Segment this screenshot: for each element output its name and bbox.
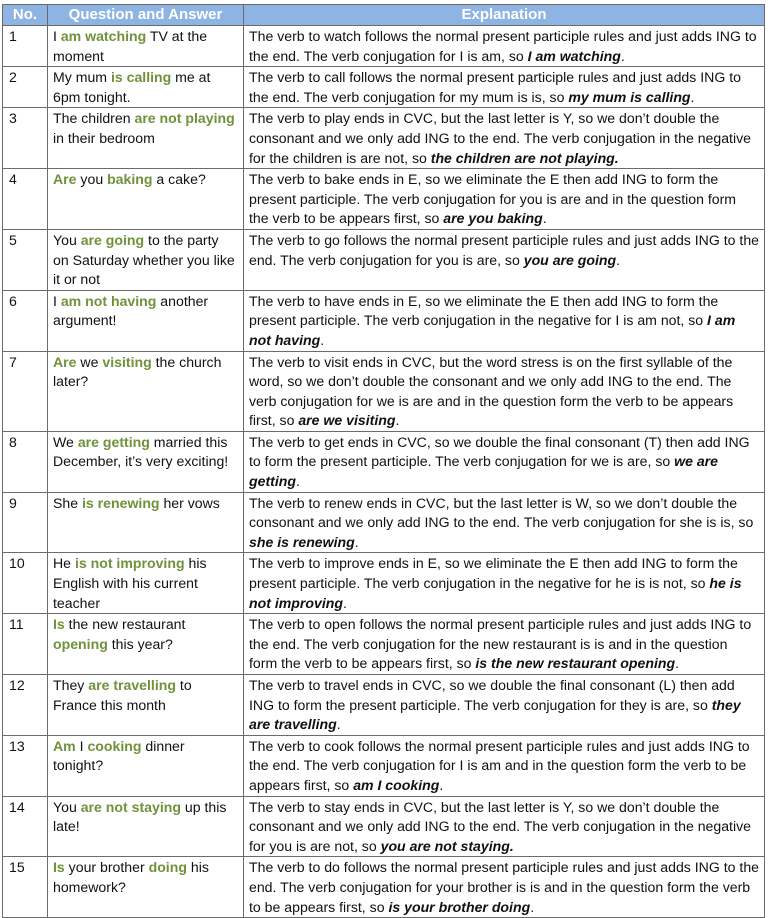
question-answer-cell <box>48 290 244 351</box>
explanation-text: . <box>342 594 347 611</box>
table-row <box>3 492 765 553</box>
explanation-text: The verb to play ends in CVC, but the last letter is Y, so we don’t double the consonant and we only add ING to the end. The verb conjugation in the negative for the children is are not, so <box>249 110 751 166</box>
explanation-text: The verb to renew ends in CVC, but the last letter is W, so we don’t double the consonant and we only add ING to the end. The verb conjugation for she is is, so <box>249 494 754 531</box>
explanation-cell <box>244 735 765 796</box>
explanation-cell <box>244 169 765 230</box>
explanation-text: . <box>690 88 695 105</box>
table-body <box>3 26 765 918</box>
answer-phrase: are you baking <box>443 210 543 227</box>
explanation-cell <box>244 857 765 918</box>
question-answer-cell <box>48 796 244 857</box>
question-answer-cell <box>48 735 244 796</box>
row-number: 11 <box>3 614 48 675</box>
explanation-cell <box>244 290 765 351</box>
answer-phrase: we are getting <box>249 453 719 490</box>
question-text: to France this month <box>53 677 192 713</box>
question-answer-cell <box>48 108 244 169</box>
explanation-cell <box>244 796 765 857</box>
explanation-cell <box>244 26 765 67</box>
explanation-text: . <box>675 655 680 672</box>
row-number: 2 <box>3 67 48 108</box>
question-answer-cell <box>48 169 244 230</box>
table-row <box>3 735 765 796</box>
explanation-text: The verb to cook follows the normal present participle rules and just adds ING to the end. The verb conjugation for I is am and in the question form the verb to be appears first, so <box>249 737 750 793</box>
header-explanation: Explanation <box>244 5 765 26</box>
table-row <box>3 229 765 290</box>
explanation-cell <box>244 431 765 492</box>
question-text: the church later? <box>53 353 222 390</box>
question-text: your brother <box>64 859 149 876</box>
question-text: I <box>53 28 61 44</box>
header-no: No. <box>3 5 48 26</box>
question-text: dinner tonight? <box>53 737 185 774</box>
answer-phrase: you are not staying. <box>380 837 514 854</box>
explanation-text: The verb to call follows the normal present participle rules and just adds ING to the end. The verb conjugation for my mum is is, so <box>249 69 741 105</box>
explanation-cell <box>244 553 765 614</box>
explanation-text: The verb to have ends in E, so we eliminate the E then add ING to form the present participle. The verb conjugation in the negative for I is am not, so <box>249 292 719 329</box>
explanation-cell <box>244 614 765 675</box>
explanation-text: The verb to stay ends in CVC, but the last letter is Y, so we don’t double the consonant and we only add ING to the end. The verb conjugation in the negative for you is are not, so <box>249 798 751 854</box>
question-answer-cell <box>48 553 244 614</box>
question-answer-cell <box>48 26 244 67</box>
question-text: He <box>53 555 75 572</box>
row-number: 9 <box>3 492 48 553</box>
table-row <box>3 108 765 169</box>
question-text: to the party on Saturday whether you like it or not <box>53 231 235 288</box>
question-text: a cake? <box>152 171 206 188</box>
highlighted-verb: Am <box>53 737 76 754</box>
row-number: 8 <box>3 431 48 492</box>
table-row <box>3 431 765 492</box>
question-text: in their bedroom <box>53 129 155 146</box>
explanation-text: The verb to do follows the normal present participle rules and just adds ING to the end. The verb conjugation for your brother is is and in the question form the verb to be appears first, so <box>249 859 759 915</box>
header-row <box>3 5 765 26</box>
question-text: married this December, it’s very exciting! <box>53 433 229 470</box>
highlighted-verb: are travelling <box>88 677 176 693</box>
row-number: 13 <box>3 735 48 796</box>
highlighted-verb: am watching <box>60 28 147 44</box>
highlighted-verb: doing <box>148 859 187 876</box>
highlighted-verb: opening <box>53 635 108 652</box>
question-text: his homework? <box>53 859 209 895</box>
explanation-text: . <box>336 716 341 733</box>
explanation-cell <box>244 675 765 736</box>
explanation-text: . <box>439 776 444 793</box>
table-row <box>3 675 765 736</box>
header-question-answer: Question and Answer <box>48 5 244 26</box>
explanation-text: . <box>620 47 625 64</box>
answer-phrase: the children are not playing. <box>430 149 619 166</box>
answer-phrase: is the new restaurant opening <box>475 655 676 672</box>
explanation-cell <box>244 351 765 431</box>
row-number: 7 <box>3 351 48 431</box>
question-text: the new restaurant <box>64 616 186 633</box>
answer-phrase: I am watching <box>527 47 621 64</box>
answer-phrase: my mum is calling <box>568 88 691 105</box>
table-row <box>3 169 765 230</box>
explanation-text: . <box>395 412 400 429</box>
highlighted-verb: am not having <box>60 292 157 309</box>
question-text: The children <box>53 110 135 127</box>
question-answer-cell <box>48 492 244 553</box>
explanation-text: The verb to travel ends in CVC, so we double the final consonant (L) then add ING to form the present participle. The verb conjugation for they is are, so <box>249 677 735 713</box>
question-answer-cell <box>48 857 244 918</box>
highlighted-verb: Are <box>53 171 77 188</box>
question-answer-cell <box>48 675 244 736</box>
question-text: another argument! <box>53 292 209 329</box>
highlighted-verb: is calling <box>110 69 172 86</box>
explanation-text: The verb to get ends in CVC, so we double the final consonant (T) then add ING to form the present participle. The verb conjugation for we is are, so <box>249 433 750 470</box>
explanation-cell <box>244 108 765 169</box>
row-number: 14 <box>3 796 48 857</box>
highlighted-verb: Are <box>53 353 77 370</box>
highlighted-verb: is not improving <box>74 555 185 572</box>
explanation-text: The verb to improve ends in E, so we eliminate the E then add ING to form the present participle. The verb conjugation in the negative for he is is not, so <box>249 555 738 592</box>
explanation-cell <box>244 492 765 553</box>
answer-phrase: you are going <box>523 251 617 268</box>
explanation-cell <box>244 229 765 290</box>
exercise-table <box>2 4 765 918</box>
answer-phrase: I am not having <box>249 312 736 348</box>
row-number: 3 <box>3 108 48 169</box>
question-answer-cell <box>48 229 244 290</box>
question-text: We <box>53 433 78 450</box>
explanation-text: The verb to visit ends in CVC, but the word stress is on the first syllable of the word, so we don’t double the consonant and we only add ING to the end. The verb conjugation for we is are and in the question form the verb to be appears first, so <box>249 353 734 429</box>
question-text: She <box>53 494 82 511</box>
question-text: his English with his current teacher <box>53 555 207 611</box>
explanation-text: . <box>295 473 300 490</box>
question-text: I <box>53 292 61 309</box>
explanation-text: The verb to go follows the normal present participle rules and just adds ING to the end. The verb conjugation for you is are, so <box>249 231 759 268</box>
highlighted-verb: are going <box>80 231 145 248</box>
highlighted-verb: Is <box>53 859 65 876</box>
highlighted-verb: Is <box>53 616 65 633</box>
question-text: me at 6pm tonight. <box>53 69 211 105</box>
question-text: up this late! <box>53 798 227 835</box>
question-answer-cell <box>48 431 244 492</box>
row-number: 12 <box>3 675 48 736</box>
table-row <box>3 857 765 918</box>
table-row <box>3 796 765 857</box>
question-text: You <box>53 798 81 815</box>
question-text: this year? <box>107 635 173 652</box>
question-text: TV at the moment <box>53 28 208 64</box>
question-text: we <box>76 353 103 370</box>
table-row <box>3 26 765 67</box>
highlighted-verb: are getting <box>77 433 150 450</box>
table-row <box>3 67 765 108</box>
question-text: you <box>76 171 108 188</box>
question-text: her vows <box>159 494 220 511</box>
highlighted-verb: are not staying <box>80 798 181 815</box>
question-text: I <box>75 737 88 754</box>
explanation-text: The verb to open follows the normal present participle rules and just adds ING to the end. The verb conjugation for the new restaurant is is and in the question form the verb to be appears first, so <box>249 616 752 672</box>
explanation-text: . <box>320 331 325 348</box>
row-number: 15 <box>3 857 48 918</box>
answer-phrase: she is renewing <box>249 533 355 550</box>
answer-phrase: am I cooking <box>353 776 440 793</box>
explanation-text: The verb to watch follows the normal present participle rules and just adds ING to the end. The verb conjugation for I is am, so <box>249 28 757 64</box>
highlighted-verb: is renewing <box>82 494 160 511</box>
row-number: 4 <box>3 169 48 230</box>
highlighted-verb: baking <box>107 171 153 188</box>
question-text: My mum <box>53 69 111 86</box>
answer-phrase: he is not improving <box>249 575 742 611</box>
question-text: You <box>53 231 81 248</box>
highlighted-verb: cooking <box>87 737 142 754</box>
explanation-text: . <box>542 210 547 227</box>
highlighted-verb: visiting <box>102 353 152 370</box>
explanation-text: . <box>616 251 621 268</box>
explanation-text: . <box>530 898 535 915</box>
row-number: 6 <box>3 290 48 351</box>
explanation-text: The verb to bake ends in E, so we eliminate the E then add ING to form the present participle. The verb conjugation for you is are and in the question form the verb to be appears first, so <box>249 171 737 227</box>
highlighted-verb: are not playing <box>134 110 235 127</box>
table-row <box>3 553 765 614</box>
question-answer-cell <box>48 67 244 108</box>
table-row <box>3 290 765 351</box>
row-number: 1 <box>3 26 48 67</box>
table-row <box>3 614 765 675</box>
answer-phrase: they are travelling <box>249 696 741 733</box>
answer-phrase: is your brother doing <box>388 898 531 915</box>
answer-phrase: are we visiting <box>298 412 396 429</box>
table-row <box>3 351 765 431</box>
explanation-text: . <box>354 533 359 550</box>
explanation-cell <box>244 67 765 108</box>
question-answer-cell <box>48 614 244 675</box>
question-answer-cell <box>48 351 244 431</box>
question-text: They <box>53 677 89 693</box>
row-number: 5 <box>3 229 48 290</box>
row-number: 10 <box>3 553 48 614</box>
